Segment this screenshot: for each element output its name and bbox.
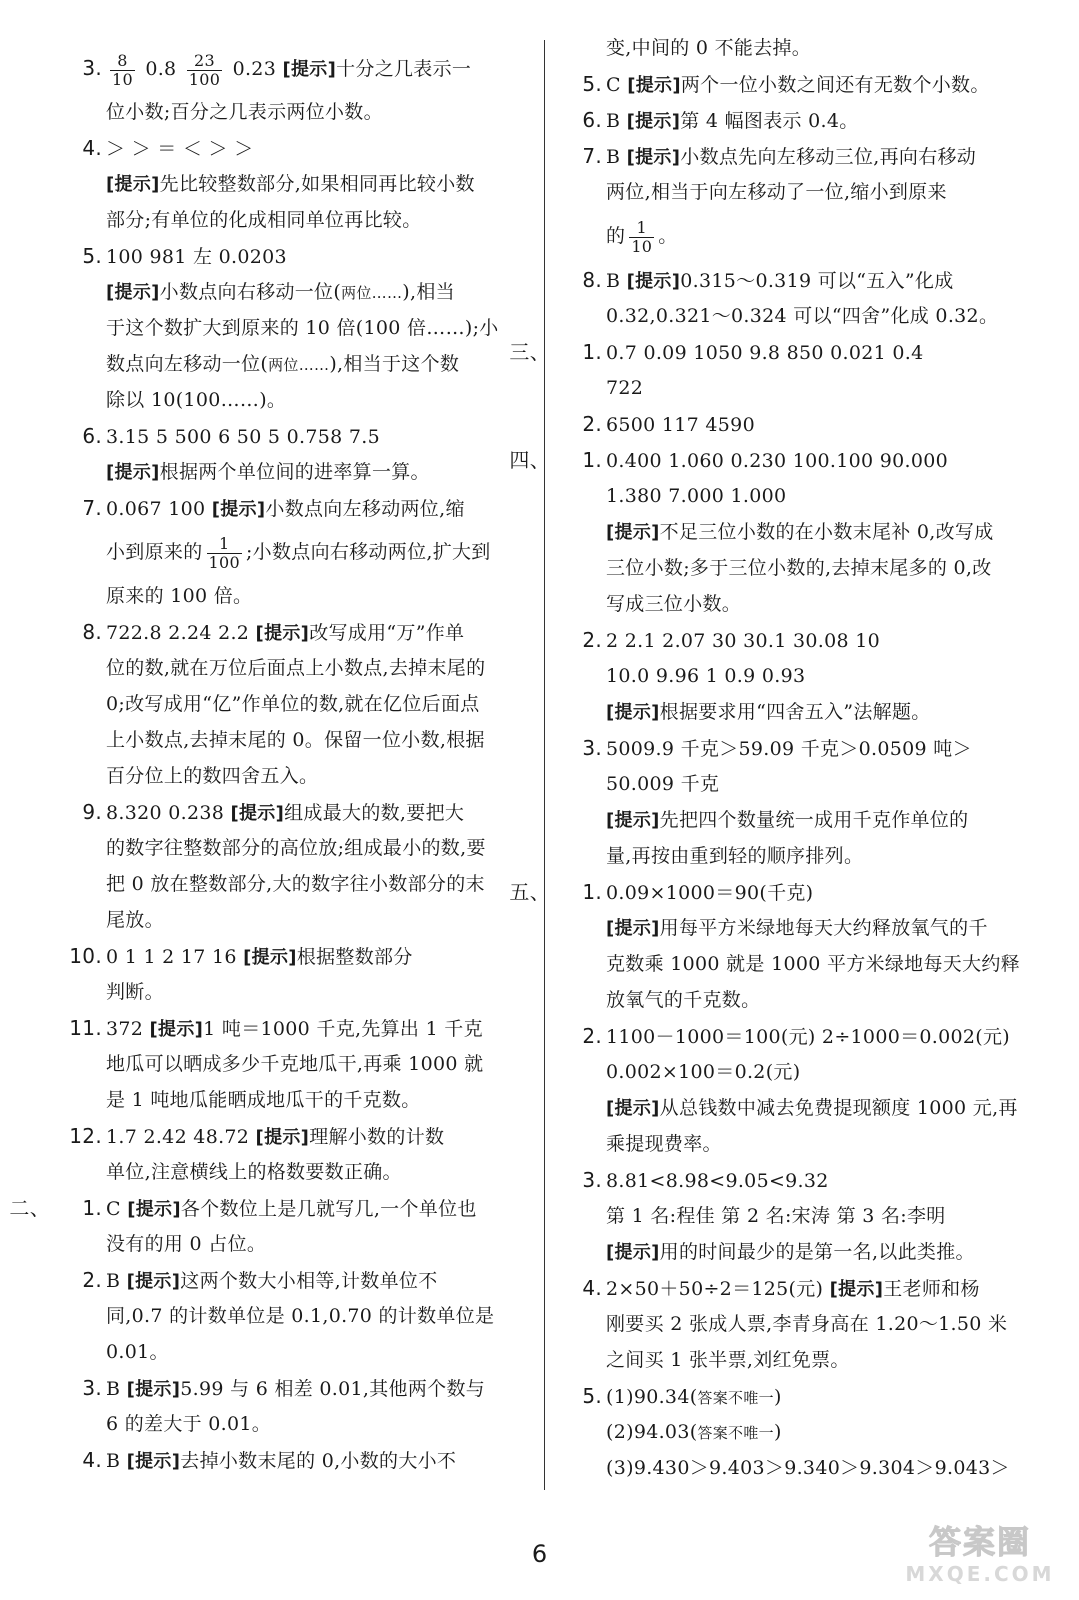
hint-label: [提示] <box>829 1279 884 1300</box>
answer-line: 4. 2×50＋50÷2＝125(元) [提示]王老师和杨 <box>582 1276 980 1300</box>
hint-label: [提示] <box>606 1242 660 1263</box>
hint-label: [提示] <box>282 59 337 80</box>
hint-label: [提示] <box>606 810 660 831</box>
answer-line: 3. 5009.9 千克＞59.09 千克＞0.0509 吨＞ <box>582 736 972 760</box>
hint-label: [提示] <box>126 1451 181 1472</box>
right-column <box>509 30 1056 1486</box>
answer-line: 第 1 名:程佳 第 2 名:宋涛 第 3 名:李明 <box>606 1205 946 1227</box>
answer-line: 6 的差大于 0.01。 <box>106 1413 272 1435</box>
answer-line: 二、 1. C [提示]各个数位上是几就写几,一个单位也 <box>56 1190 540 1226</box>
answer-line: 于这个数扩大到原来的 10 倍(100 倍……);小 <box>106 317 499 339</box>
hint-label: [提示] <box>126 1271 181 1292</box>
answer-line: 五、 1. 0.09×1000＝90(千克) <box>556 874 1056 910</box>
answer-line: 乘提现费率。 <box>606 1133 722 1155</box>
answer-line: 写成三位小数。 <box>606 593 742 615</box>
answer-line: 百分位上的数四舍五入。 <box>106 765 319 787</box>
hint-label: [提示] <box>606 918 660 939</box>
answer-line: 10. 0 1 1 2 17 16 [提示]根据整数部分 <box>69 944 413 968</box>
hint-label: [提示] <box>626 147 681 168</box>
answer-line: 三、 1. 0.7 0.09 1050 9.8 850 0.021 0.4 <box>556 334 1056 370</box>
answer-line: 地瓜可以晒成多少千克地瓜干,再乘 1000 就 <box>106 1053 484 1075</box>
watermark-logo: 答案圈 MXQE.COM <box>905 1523 1055 1586</box>
hint-label: [提示] <box>243 947 297 968</box>
answer-line: 四、 1. 0.400 1.060 0.230 100.100 90.000 <box>556 442 1056 478</box>
answer-line: 原来的 100 倍。 <box>106 585 253 607</box>
answer-line: 6. B [提示]第 4 幅图表示 0.4。 <box>582 108 859 132</box>
answer-line: 12. 1.7 2.42 48.72 [提示]理解小数的计数 <box>69 1124 445 1148</box>
answer-line: 3. B [提示]5.99 与 6 相差 0.01,其他两个数与 <box>82 1376 486 1400</box>
answer-line: 3. $\frac{8}{10}$ 0.8 $\frac{23}{100}$ 0.23 [提示]十分之几表示一 <box>82 50 472 89</box>
hint-label: [提示] <box>255 1127 310 1148</box>
answer-line: 是 1 吨地瓜能晒成地瓜干的千克数。 <box>106 1089 421 1111</box>
answer-line: 小到原来的 $\frac{1}{100}$ ;小数点向右移动两位,扩大到 <box>106 533 491 572</box>
answer-line: 上小数点,去掉末尾的 0。保留一位小数,根据 <box>106 729 485 751</box>
hint-label: [提示] <box>126 1379 181 1400</box>
answer-line: 变,中间的 0 不能去掉。 <box>606 37 812 59</box>
answer-line: 722 <box>606 377 644 399</box>
answer-line: 8. 722.8 2.24 2.2 [提示]改写成用“万”作单 <box>82 620 465 644</box>
hint-label: [提示] <box>626 271 681 292</box>
fraction: $\frac{8}{10}$ <box>112 50 133 89</box>
answer-line: 6. 3.15 5 500 6 50 5 0.758 7.5 <box>82 424 380 448</box>
section-label: 五、 <box>509 880 550 904</box>
section-label: 二、 <box>9 1196 50 1220</box>
answer-line: 位小数;百分之几表示两位小数。 <box>106 101 383 123</box>
hint-label: [提示] <box>127 1199 181 1220</box>
answer-line: 的数字往整数部分的高位放;组成最小的数,要 <box>106 837 486 859</box>
answer-line: 单位,注意横线上的格数要数正确。 <box>106 1161 402 1183</box>
answer-line: 5. 100 981 左 0.0203 <box>82 244 287 268</box>
hint-label: [提示] <box>106 174 160 195</box>
answer-line: 尾放。 <box>106 909 164 931</box>
fraction: $\frac{23}{100}$ <box>188 50 221 89</box>
answer-line: 5. (1)90.34(答案不唯一) <box>582 1384 782 1408</box>
hint-label: [提示] <box>106 282 160 303</box>
answer-line: (2)94.03(答案不唯一) <box>606 1421 782 1443</box>
hint-label: [提示] <box>606 1098 660 1119</box>
answer-line: 0.002×100＝0.2(元) <box>606 1061 801 1083</box>
answer-line: [提示]从总钱数中减去免费提现额度 1000 元,再 <box>606 1097 1018 1119</box>
hint-label: [提示] <box>149 1019 204 1040</box>
answer-line: 8. B [提示]0.315～0.319 可以“五入”化成 <box>582 268 954 292</box>
answer-line: 两位,相当于向左移动了一位,缩小到原来 <box>606 181 947 203</box>
answer-line: 5. C [提示]两个一位小数之间还有无数个小数。 <box>582 72 990 96</box>
answer-line: [提示]先比较整数部分,如果相同再比较小数 <box>106 173 475 195</box>
page-number: 6 <box>531 1540 548 1568</box>
hint-label: [提示] <box>255 623 310 644</box>
hint-label: [提示] <box>230 803 285 824</box>
hint-label: [提示] <box>606 702 660 723</box>
answer-line: [提示]不足三位小数的在小数末尾补 0,改写成 <box>606 521 994 543</box>
answer-line: 2. 1100－1000＝100(元) 2÷1000＝0.002(元) <box>582 1024 1011 1048</box>
answer-line: 的 $\frac{1}{10}$ 。 <box>606 217 678 256</box>
hint-label: [提示] <box>627 75 681 96</box>
left-column <box>9 42 540 1478</box>
answer-line: 2. 6500 117 4590 <box>582 412 755 436</box>
hint-label: [提示] <box>626 111 681 132</box>
answer-line: 把 0 放在整数部分,大的数字往小数部分的末 <box>106 873 485 895</box>
answer-line: 数点向左移动一位(两位……),相当于这个数 <box>106 353 460 375</box>
answer-line: 判断。 <box>106 981 164 1003</box>
answer-line: 放氧气的千克数。 <box>606 989 761 1011</box>
answer-line: 克数乘 1000 就是 1000 平方米绿地每天大约释 <box>606 953 1020 975</box>
answer-line: 0.32,0.321～0.324 可以“四舍”化成 0.32。 <box>606 305 999 327</box>
answer-line: [提示]根据两个单位间的进率算一算。 <box>106 461 430 483</box>
hint-label: [提示] <box>606 522 660 543</box>
answer-line: 三位小数;多于三位小数的,去掉末尾多的 0,改 <box>606 557 992 579</box>
answer-line: [提示]用的时间最少的是第一名,以此类推。 <box>606 1241 975 1263</box>
answer-line: 刚要买 2 张成人票,李青身高在 1.20～1.50 米 <box>606 1313 1008 1335</box>
answer-line: 0.01。 <box>106 1341 169 1363</box>
answer-line: 50.009 千克 <box>606 773 720 795</box>
answer-line: 量,再按由重到轻的顺序排列。 <box>606 845 864 867</box>
answer-line: 0;改写成用“亿”作单位的数,就在亿位后面点 <box>106 693 480 715</box>
answer-line: 4. ＞ ＞ ＝ ＜ ＞ ＞ <box>82 136 254 160</box>
answer-line: 之间买 1 张半票,刘红免票。 <box>606 1349 850 1371</box>
answer-line: [提示]根据要求用“四舍五入”法解题。 <box>606 701 931 723</box>
column-divider <box>544 40 545 1490</box>
answer-line: 没有的用 0 占位。 <box>106 1233 267 1255</box>
answer-line: 9. 8.320 0.238 [提示]组成最大的数,要把大 <box>82 800 465 824</box>
answer-line: [提示]先把四个数量统一成用千克作单位的 <box>606 809 969 831</box>
answer-line: [提示]小数点向右移动一位(两位……),相当 <box>106 281 455 303</box>
answer-line: 2. B [提示]这两个数大小相等,计数单位不 <box>82 1268 438 1292</box>
hint-label: [提示] <box>211 499 266 520</box>
answer-line: 2. 2 2.1 2.07 30 30.1 30.08 10 <box>582 628 880 652</box>
answer-line: 除以 10(100……)。 <box>106 389 287 411</box>
answer-line: 1.380 7.000 1.000 <box>606 485 787 507</box>
answer-line: 7. B [提示]小数点先向左移动三位,再向右移动 <box>582 144 977 168</box>
answer-line: 7. 0.067 100 [提示]小数点向左移动两位,缩 <box>82 496 465 520</box>
fraction: $\frac{1}{100}$ <box>208 533 240 572</box>
answer-line: [提示]用每平方米绿地每天大约释放氧气的千 <box>606 917 988 939</box>
answer-line: 10.0 9.96 1 0.9 0.93 <box>606 665 806 687</box>
section-label: 三、 <box>509 340 550 364</box>
hint-label: [提示] <box>106 462 160 483</box>
answer-line: 同,0.7 的计数单位是 0.1,0.70 的计数单位是 <box>106 1305 495 1327</box>
answer-line: 11. 372 [提示]1 吨＝1000 千克,先算出 1 千克 <box>69 1016 483 1040</box>
answer-line: 4. B [提示]去掉小数末尾的 0,小数的大小不 <box>82 1448 457 1472</box>
answer-line: 3. 8.81<8.98<9.05<9.32 <box>582 1168 829 1192</box>
answer-line: 部分;有单位的化成相同单位再比较。 <box>106 209 422 231</box>
fraction: $\frac{1}{10}$ <box>631 217 653 256</box>
section-label: 四、 <box>509 448 550 472</box>
answer-line: 位的数,就在万位后面点上小数点,去掉末尾的 <box>106 657 486 679</box>
answer-line: (3)9.430＞9.403＞9.340＞9.304＞9.043＞ <box>606 1457 1010 1479</box>
